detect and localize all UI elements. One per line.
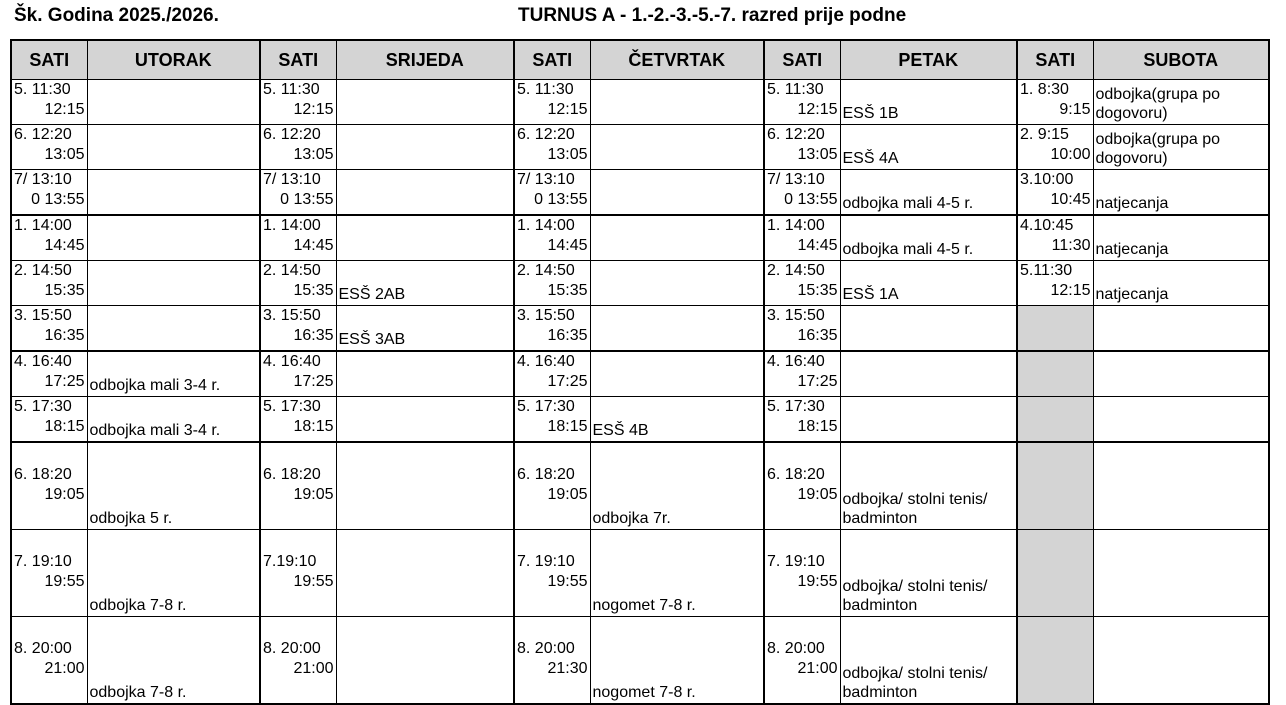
activity-cell-utorak	[87, 170, 260, 216]
time-cell-cetvrtak	[514, 170, 590, 216]
time-cell-cetvrtak	[514, 306, 590, 352]
time-start: 7/ 13:10	[517, 171, 575, 188]
activity-cell-srijeda	[336, 351, 514, 397]
time-cell-cetvrtak	[514, 215, 590, 261]
activity-cell-srijeda	[336, 170, 514, 216]
time-end	[1020, 417, 1091, 437]
activity-cell-srijeda: ESŠ 3AB	[336, 306, 514, 352]
time-cell-petak	[764, 215, 840, 261]
time-start: 5. 11:30	[14, 81, 71, 98]
time-start: 2. 14:50	[767, 262, 825, 279]
time-start: 6. 12:20	[263, 126, 321, 143]
time-end: 16:35	[293, 327, 334, 344]
time-end: 21:00	[293, 660, 334, 677]
time-end: 19:05	[547, 486, 588, 503]
time-cell-srijeda	[260, 261, 336, 306]
time-cell-utorak	[11, 80, 87, 125]
activity-cell-subota: natjecanja	[1093, 215, 1269, 261]
time-cell-srijeda	[260, 530, 336, 617]
time-cell-srijeda	[260, 215, 336, 261]
activity-cell-utorak	[87, 125, 260, 170]
time-cell-subota	[1017, 530, 1093, 617]
time-cell-subota	[1017, 170, 1093, 216]
time-start: 6. 12:20	[14, 126, 72, 143]
time-end: 12:15	[547, 101, 588, 118]
table-row	[11, 170, 1269, 216]
time-cell-petak	[764, 80, 840, 125]
time-start: 6. 18:20	[517, 466, 575, 483]
time-start: 5. 17:30	[767, 398, 825, 415]
activity-cell-petak: odbojka/ stolni tenis/ badminton	[840, 442, 1017, 530]
time-end	[1020, 572, 1091, 592]
time-cell-utorak	[11, 215, 87, 261]
activity-cell-petak	[840, 351, 1017, 397]
time-end: 14:45	[44, 237, 85, 254]
table-row	[11, 442, 1269, 530]
col-header-subota: SUBOTA	[1093, 40, 1269, 80]
time-end: 17:25	[547, 373, 588, 390]
activity-cell-utorak	[87, 215, 260, 261]
time-end: 18:15	[44, 418, 85, 435]
time-end: 19:55	[797, 573, 838, 590]
time-cell-cetvrtak	[514, 351, 590, 397]
time-end: 16:35	[44, 327, 85, 344]
activity-cell-subota	[1093, 397, 1269, 443]
time-cell-utorak	[11, 351, 87, 397]
time-end: 12:15	[44, 101, 85, 118]
time-cell-utorak	[11, 306, 87, 352]
time-cell-srijeda	[260, 351, 336, 397]
col-header-srijeda: SRIJEDA	[336, 40, 514, 80]
col-header-utorak: UTORAK	[87, 40, 260, 80]
activity-cell-cetvrtak: nogomet 7-8 r.	[590, 530, 764, 617]
time-cell-cetvrtak	[514, 261, 590, 306]
table-row	[11, 351, 1269, 397]
time-cell-petak	[764, 397, 840, 443]
time-start: 1. 14:00	[263, 217, 321, 234]
time-start: 6. 12:20	[517, 126, 575, 143]
time-cell-petak	[764, 125, 840, 170]
activity-cell-petak	[840, 306, 1017, 352]
schedule-body	[11, 80, 1269, 705]
time-start: 4. 16:40	[517, 353, 575, 370]
activity-cell-petak: odbojka mali 4-5 r.	[840, 215, 1017, 261]
table-row	[11, 397, 1269, 443]
time-start	[1020, 397, 1091, 417]
time-end: 17:25	[797, 373, 838, 390]
time-end: 18:15	[547, 418, 588, 435]
activity-cell-cetvrtak: odbojka 7r.	[590, 442, 764, 530]
table-row	[11, 617, 1269, 705]
col-header-sati: SATI	[260, 40, 336, 80]
time-start: 1. 14:00	[517, 217, 575, 234]
time-start: 7. 19:10	[767, 553, 825, 570]
time-start: 5.11:30	[1020, 262, 1073, 279]
time-start: 6. 18:20	[14, 466, 72, 483]
time-end: 19:55	[547, 573, 588, 590]
time-end: 14:45	[293, 237, 334, 254]
activity-cell-subota: odbojka(grupa po dogovoru)	[1093, 125, 1269, 170]
activity-cell-petak: ESŠ 4A	[840, 125, 1017, 170]
col-header-sati: SATI	[1017, 40, 1093, 80]
time-end: 13:05	[797, 146, 838, 163]
activity-cell-srijeda	[336, 125, 514, 170]
time-end: 12:15	[797, 101, 838, 118]
time-start: 4. 16:40	[263, 353, 321, 370]
table-row	[11, 215, 1269, 261]
time-cell-utorak	[11, 170, 87, 216]
activity-cell-srijeda	[336, 397, 514, 443]
time-cell-srijeda	[260, 397, 336, 443]
time-start: 1. 14:00	[14, 217, 72, 234]
activity-cell-utorak: odbojka mali 3-4 r.	[87, 351, 260, 397]
time-cell-subota	[1017, 306, 1093, 352]
time-end: 0 13:55	[784, 191, 838, 208]
time-end: 15:35	[797, 282, 838, 299]
activity-cell-subota	[1093, 442, 1269, 530]
activity-cell-subota	[1093, 617, 1269, 705]
time-end: 9:15	[1059, 101, 1091, 118]
activity-cell-subota: natjecanja	[1093, 170, 1269, 216]
time-cell-subota	[1017, 397, 1093, 443]
activity-cell-utorak	[87, 306, 260, 352]
activity-cell-petak: odbojka mali 4-5 r.	[840, 170, 1017, 216]
time-cell-cetvrtak	[514, 80, 590, 125]
time-start: 8. 20:00	[14, 640, 72, 657]
time-cell-cetvrtak	[514, 442, 590, 530]
activity-cell-subota	[1093, 351, 1269, 397]
activity-cell-petak: odbojka/ stolni tenis/ badminton	[840, 617, 1017, 705]
activity-cell-cetvrtak: nogomet 7-8 r.	[590, 617, 764, 705]
time-cell-srijeda	[260, 80, 336, 125]
table-row	[11, 125, 1269, 170]
activity-cell-srijeda	[336, 530, 514, 617]
time-start: 7/ 13:10	[263, 171, 321, 188]
time-end: 13:05	[547, 146, 588, 163]
time-start: 8. 20:00	[517, 640, 575, 657]
time-start: 5. 11:30	[767, 81, 824, 98]
time-start: 4.10:45	[1020, 217, 1074, 234]
time-start: 7.19:10	[263, 553, 317, 570]
time-cell-petak	[764, 351, 840, 397]
time-end: 18:15	[293, 418, 334, 435]
time-start: 2. 14:50	[263, 262, 321, 279]
activity-cell-srijeda: ESŠ 2AB	[336, 261, 514, 306]
time-start: 5. 11:30	[517, 81, 574, 98]
time-end: 11:30	[1051, 237, 1091, 254]
time-end: 19:05	[797, 486, 838, 503]
col-header-cetvrtak: ČETVRTAK	[590, 40, 764, 80]
activity-cell-cetvrtak: ESŠ 4B	[590, 397, 764, 443]
time-start: 4. 16:40	[767, 353, 825, 370]
time-end	[1020, 659, 1091, 679]
time-start: 8. 20:00	[767, 640, 825, 657]
activity-cell-subota: odbojka(grupa po dogovoru)	[1093, 80, 1269, 125]
time-start: 2. 14:50	[14, 262, 72, 279]
time-start: 6. 18:20	[767, 466, 825, 483]
activity-cell-cetvrtak	[590, 125, 764, 170]
time-cell-utorak	[11, 397, 87, 443]
activity-cell-cetvrtak	[590, 170, 764, 216]
time-end	[1020, 372, 1091, 392]
time-start: 3. 15:50	[767, 307, 825, 324]
time-cell-petak	[764, 442, 840, 530]
time-end: 15:35	[44, 282, 85, 299]
time-end: 18:15	[797, 418, 838, 435]
time-cell-subota	[1017, 442, 1093, 530]
time-cell-petak	[764, 617, 840, 705]
time-cell-petak	[764, 530, 840, 617]
time-start	[1020, 306, 1091, 326]
time-cell-utorak	[11, 617, 87, 705]
activity-cell-utorak: odbojka 5 r.	[87, 442, 260, 530]
activity-cell-cetvrtak	[590, 215, 764, 261]
time-start: 8. 20:00	[263, 640, 321, 657]
activity-cell-cetvrtak	[590, 80, 764, 125]
time-end: 19:05	[44, 486, 85, 503]
activity-cell-petak: odbojka/ stolni tenis/ badminton	[840, 530, 1017, 617]
time-end: 0 13:55	[534, 191, 588, 208]
time-start: 4. 16:40	[14, 353, 72, 370]
time-cell-srijeda	[260, 617, 336, 705]
table-row	[11, 530, 1269, 617]
time-end: 19:55	[44, 573, 85, 590]
school-year-title: Šk. Godina 2025./2026.	[14, 5, 219, 26]
col-header-sati: SATI	[764, 40, 840, 80]
time-end: 17:25	[44, 373, 85, 390]
time-start: 3.10:00	[1020, 171, 1074, 188]
time-cell-petak	[764, 306, 840, 352]
time-start: 7/ 13:10	[14, 171, 72, 188]
activity-cell-srijeda	[336, 617, 514, 705]
time-end: 16:35	[797, 327, 838, 344]
time-end: 19:55	[293, 573, 334, 590]
time-cell-srijeda	[260, 125, 336, 170]
time-start: 5. 17:30	[14, 398, 72, 415]
time-end: 13:05	[293, 146, 334, 163]
time-start: 2. 14:50	[517, 262, 575, 279]
table-row	[11, 261, 1269, 306]
activity-cell-cetvrtak	[590, 351, 764, 397]
time-cell-subota	[1017, 80, 1093, 125]
time-end: 15:35	[293, 282, 334, 299]
time-start: 3. 15:50	[263, 307, 321, 324]
time-end: 12:15	[1050, 282, 1091, 299]
time-end: 10:00	[1050, 146, 1091, 163]
time-cell-subota	[1017, 125, 1093, 170]
time-end: 0 13:55	[31, 191, 85, 208]
time-start: 3. 15:50	[517, 307, 575, 324]
time-start: 1. 14:00	[767, 217, 825, 234]
time-start	[1020, 352, 1091, 372]
time-start: 3. 15:50	[14, 307, 72, 324]
activity-cell-srijeda	[336, 215, 514, 261]
time-end: 14:45	[797, 237, 838, 254]
time-start: 6. 18:20	[263, 466, 321, 483]
time-cell-utorak	[11, 261, 87, 306]
activity-cell-subota	[1093, 306, 1269, 352]
time-cell-subota	[1017, 351, 1093, 397]
time-end	[1020, 326, 1091, 346]
activity-cell-utorak	[87, 261, 260, 306]
time-end: 19:05	[293, 486, 334, 503]
activity-cell-srijeda	[336, 80, 514, 125]
time-end: 15:35	[547, 282, 588, 299]
time-start	[1020, 465, 1091, 485]
activity-cell-petak: ESŠ 1B	[840, 80, 1017, 125]
activity-cell-cetvrtak	[590, 261, 764, 306]
time-cell-utorak	[11, 125, 87, 170]
activity-cell-utorak: odbojka mali 3-4 r.	[87, 397, 260, 443]
activity-cell-srijeda	[336, 442, 514, 530]
table-row	[11, 306, 1269, 352]
time-end: 17:25	[293, 373, 334, 390]
time-cell-utorak	[11, 530, 87, 617]
time-start: 2. 9:15	[1020, 126, 1069, 143]
time-end: 16:35	[547, 327, 588, 344]
time-end: 21:30	[547, 660, 588, 677]
time-start: 6. 12:20	[767, 126, 825, 143]
time-start: 5. 11:30	[263, 81, 320, 98]
time-start: 7. 19:10	[14, 553, 72, 570]
col-header-sati: SATI	[514, 40, 590, 80]
time-cell-subota	[1017, 261, 1093, 306]
time-start: 1. 8:30	[1020, 81, 1069, 98]
activity-cell-subota: natjecanja	[1093, 261, 1269, 306]
time-end: 21:00	[797, 660, 838, 677]
time-start: 7. 19:10	[517, 553, 575, 570]
time-start: 7/ 13:10	[767, 171, 825, 188]
table-row	[11, 80, 1269, 125]
activity-cell-petak	[840, 397, 1017, 443]
time-cell-cetvrtak	[514, 125, 590, 170]
time-cell-cetvrtak	[514, 617, 590, 705]
activity-cell-petak: ESŠ 1A	[840, 261, 1017, 306]
shift-title: TURNUS A - 1.-2.-3.-5.-7. razred prije podne	[518, 5, 907, 26]
activity-cell-utorak: odbojka 7-8 r.	[87, 530, 260, 617]
time-cell-srijeda	[260, 170, 336, 216]
schedule-table	[10, 39, 1270, 705]
time-end: 0 13:55	[280, 191, 334, 208]
activity-cell-cetvrtak	[590, 306, 764, 352]
time-start: 5. 17:30	[263, 398, 321, 415]
time-end: 13:05	[44, 146, 85, 163]
time-end: 21:00	[44, 660, 85, 677]
time-cell-utorak	[11, 442, 87, 530]
activity-cell-utorak: odbojka 7-8 r.	[87, 617, 260, 705]
time-cell-srijeda	[260, 306, 336, 352]
time-cell-cetvrtak	[514, 530, 590, 617]
time-cell-cetvrtak	[514, 397, 590, 443]
time-end	[1020, 485, 1091, 505]
activity-cell-subota	[1093, 530, 1269, 617]
time-cell-petak	[764, 261, 840, 306]
time-end: 10:45	[1050, 191, 1091, 208]
activity-cell-utorak	[87, 80, 260, 125]
time-start	[1020, 639, 1091, 659]
header-row	[11, 40, 1269, 80]
time-end: 14:45	[547, 237, 588, 254]
time-start: 5. 17:30	[517, 398, 575, 415]
time-cell-srijeda	[260, 442, 336, 530]
time-start	[1020, 552, 1091, 572]
col-header-petak: PETAK	[840, 40, 1017, 80]
time-cell-subota	[1017, 617, 1093, 705]
time-cell-subota	[1017, 215, 1093, 261]
time-end: 12:15	[293, 101, 334, 118]
time-cell-petak	[764, 170, 840, 216]
col-header-sati: SATI	[11, 40, 87, 80]
